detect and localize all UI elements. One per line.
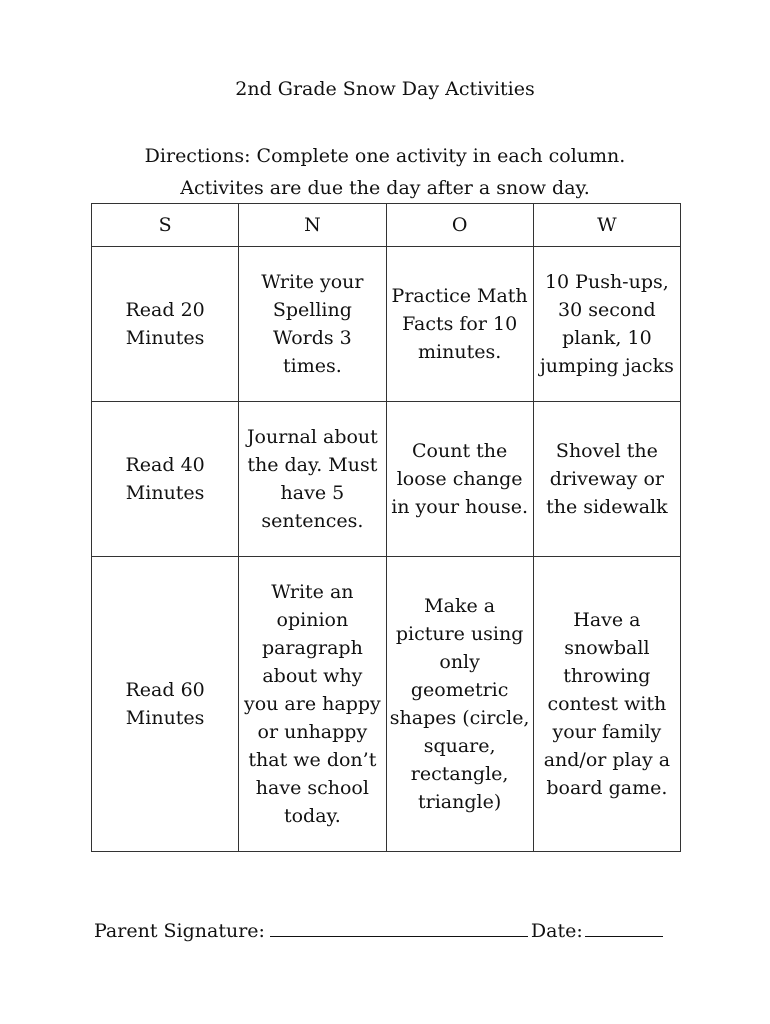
parent-signature-label: Parent Signature: xyxy=(94,920,265,942)
activity-grid xyxy=(91,203,681,852)
table-row xyxy=(92,557,681,852)
column-header-n: N xyxy=(239,204,386,247)
activity-cell: Read 60 Minutes xyxy=(92,557,239,852)
activity-cell: Journal about the day. Must have 5 sentences. xyxy=(239,402,386,557)
header-row xyxy=(92,204,681,247)
table-row xyxy=(92,247,681,402)
date-field[interactable] xyxy=(585,916,663,937)
column-header-o: O xyxy=(386,204,533,247)
parent-signature-field[interactable] xyxy=(270,916,528,937)
date-label: Date: xyxy=(530,920,583,942)
column-header-w: W xyxy=(533,204,680,247)
signature-section xyxy=(94,916,663,945)
activity-cell: Have a snowball throwing contest with your family and/or play a board game. xyxy=(533,557,680,852)
activity-cell: Count the loose change in your house. xyxy=(386,402,533,557)
directions-line-1: Directions: Complete one activity in each column. xyxy=(144,145,626,167)
directions-line-2: Activites are due the day after a snow day. xyxy=(180,177,590,199)
activity-cell: Practice Math Facts for 10 minutes. xyxy=(386,247,533,402)
activity-cell: Read 40 Minutes xyxy=(92,402,239,557)
activity-cell: Write your Spelling Words 3 times. xyxy=(239,247,386,402)
activity-cell: Write an opinion paragraph about why you are happy or unhappy that we don’t have school today. xyxy=(239,557,386,852)
column-header-s: S xyxy=(92,204,239,247)
directions xyxy=(0,140,770,204)
page-title: 2nd Grade Snow Day Activities xyxy=(235,78,535,100)
activity-cell: Shovel the driveway or the sidewalk xyxy=(533,402,680,557)
activity-cell: Read 20 Minutes xyxy=(92,247,239,402)
activity-cell: Make a picture using only geometric shapes (circle, square, rectangle, triangle) xyxy=(386,557,533,852)
activity-cell: 10 Push-ups, 30 second plank, 10 jumping jacks xyxy=(533,247,680,402)
table-row xyxy=(92,402,681,557)
